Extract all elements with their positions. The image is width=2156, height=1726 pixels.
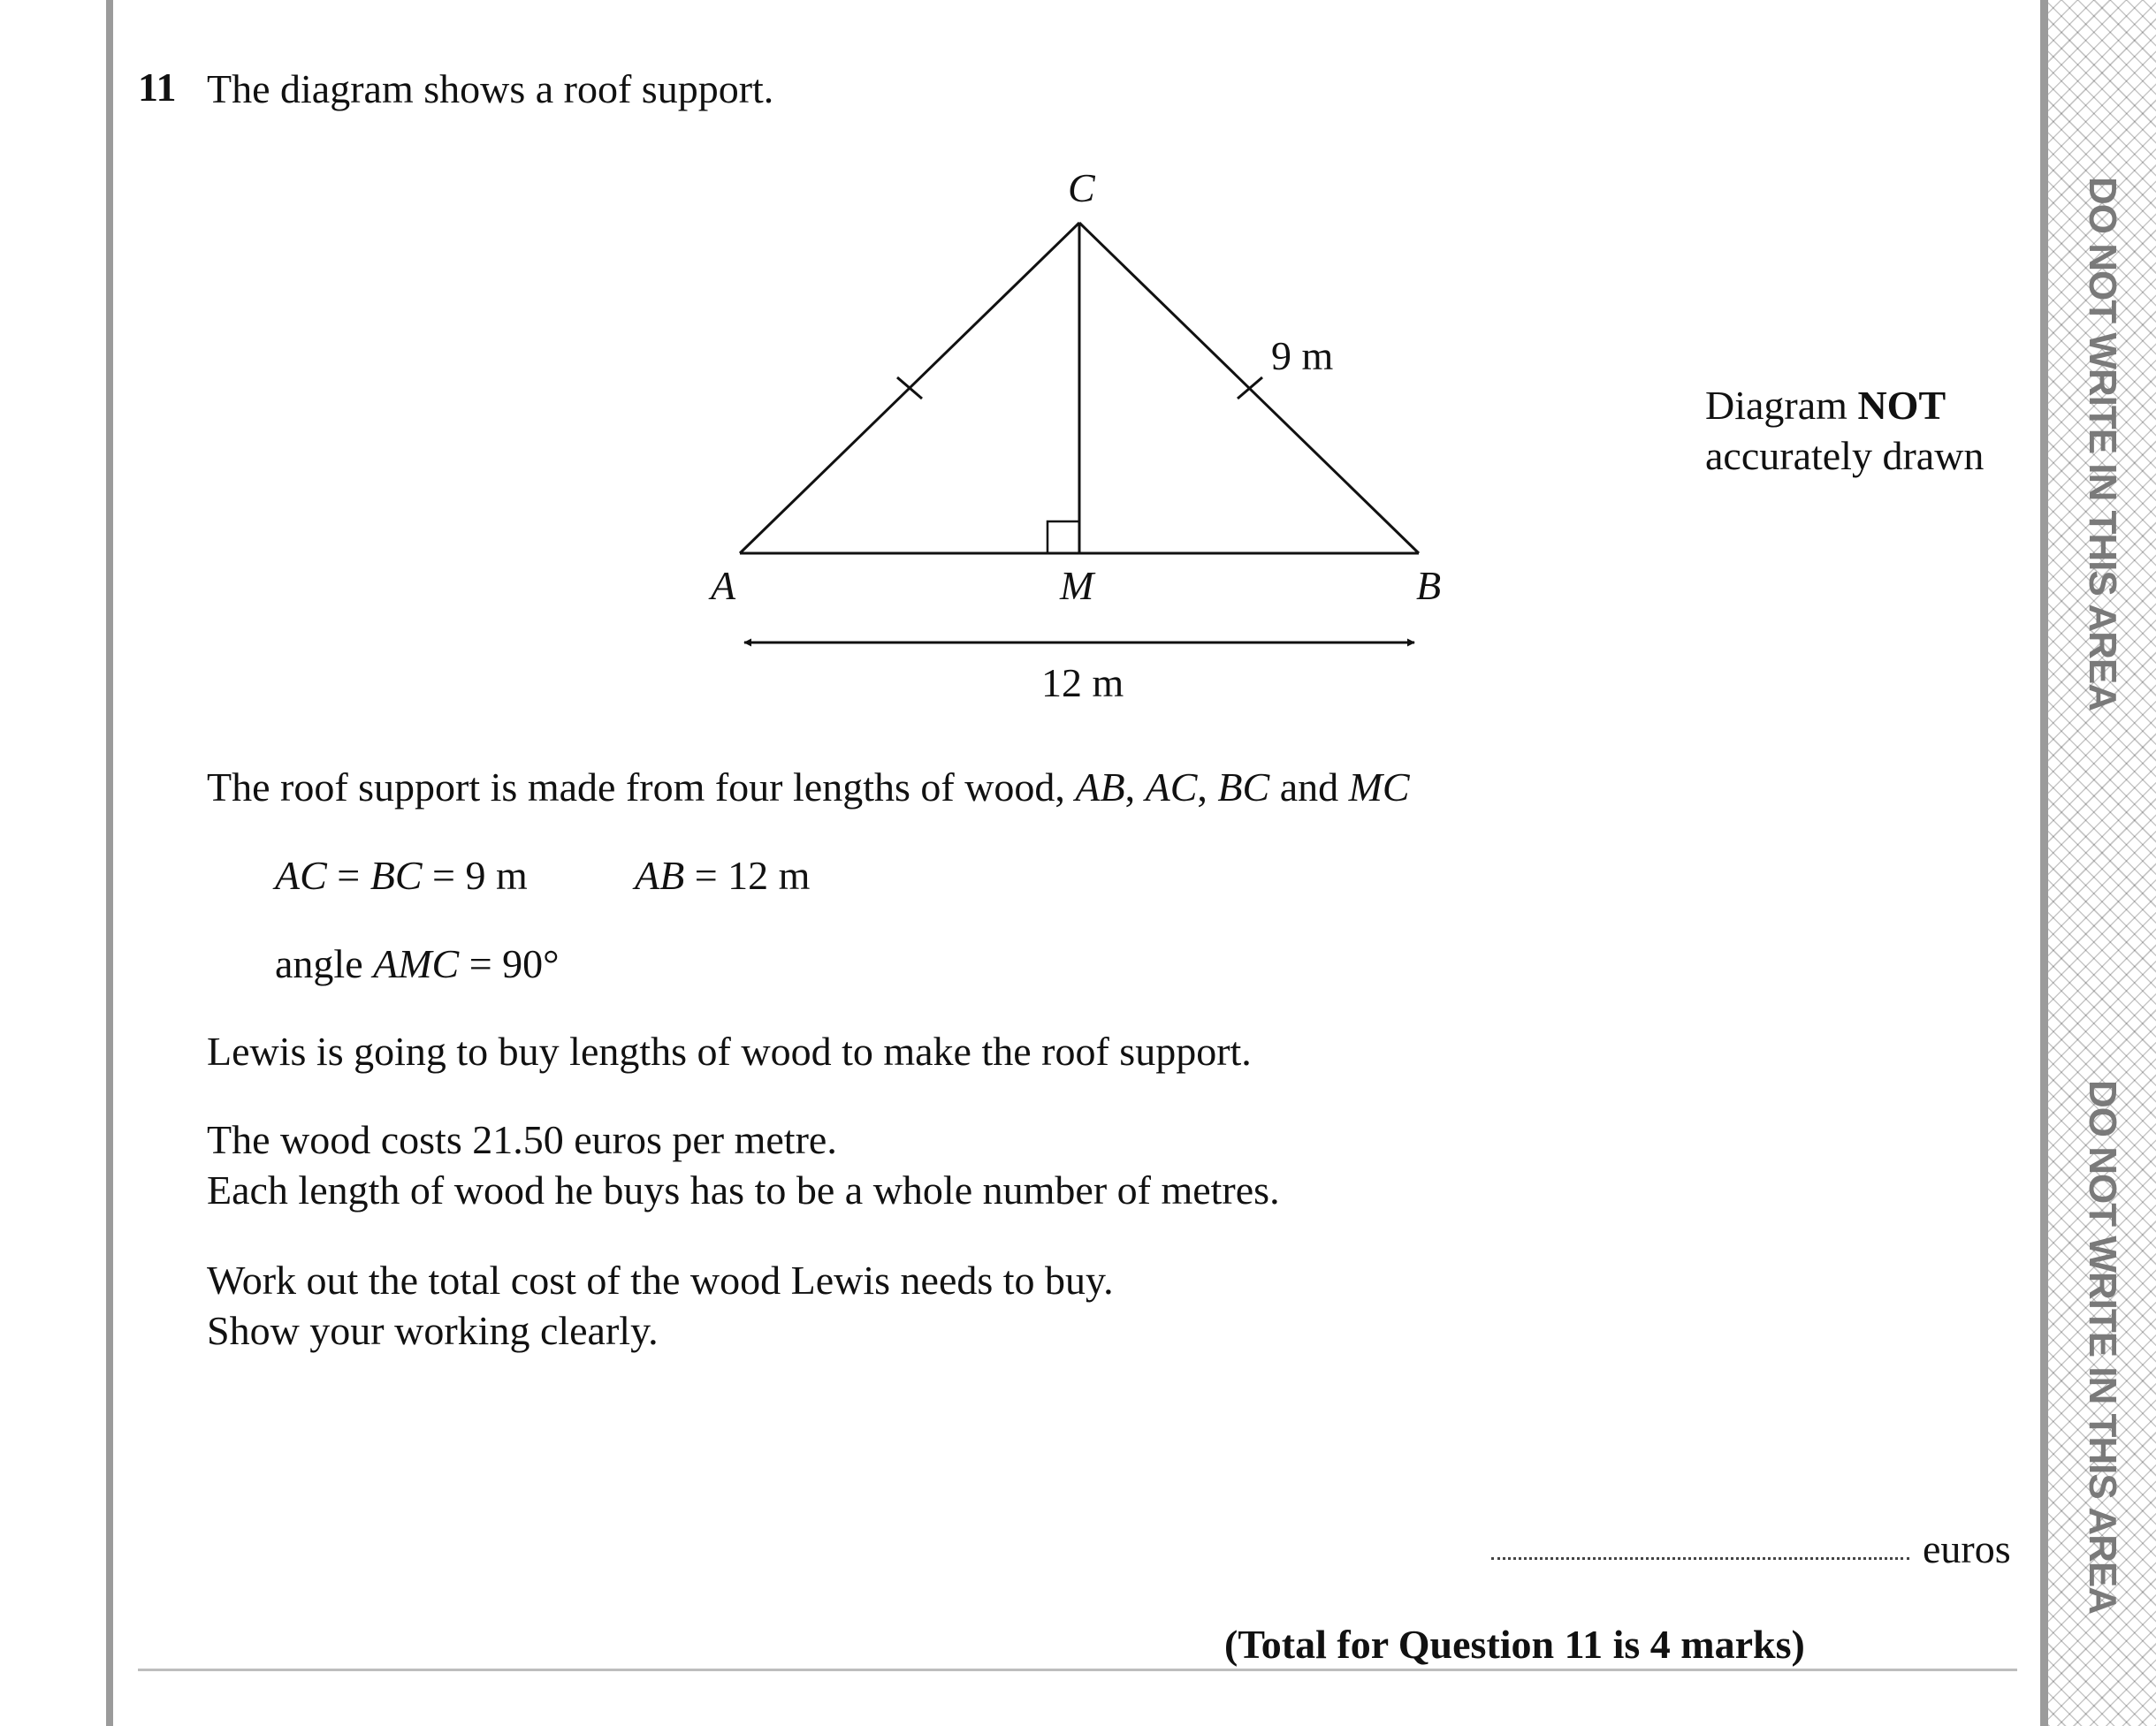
margin-warning: DO NOT WRITE IN THIS AREA: [2081, 1080, 2124, 1615]
question-total: (Total for Question 11 is 4 marks): [1224, 1622, 1805, 1667]
vertex-label-m: M: [1060, 563, 1094, 608]
length-label-ab: 12 m: [1041, 660, 1124, 705]
vertex-label-c: C: [1068, 165, 1095, 210]
vertex-label-a: A: [711, 563, 736, 608]
equation-angle: angle AMC = 90°: [275, 941, 560, 986]
divider: [138, 1669, 2017, 1671]
materials-sentence: The roof support is made from four lengths of wood, AB, AC, BC and MC: [207, 764, 1410, 810]
answer-unit: euros: [1923, 1526, 2011, 1571]
buy-sentence: Lewis is going to buy lengths of wood to make the roof support.: [207, 1029, 1252, 1074]
equation-ac-bc: AC = BC = 9 m: [275, 853, 528, 898]
cost-sentence: The wood costs 21.50 euros per metre.: [207, 1117, 837, 1162]
answer-line[interactable]: [1491, 1557, 1909, 1560]
roof-support-diagram: [0, 0, 2033, 725]
right-angle-marker: [1048, 521, 1079, 553]
question-intro: The diagram shows a roof support.: [207, 66, 774, 111]
vertex-label-b: B: [1416, 563, 1442, 608]
show-working-sentence: Show your working clearly.: [207, 1308, 659, 1353]
task-sentence: Work out the total cost of the wood Lewis needs to buy.: [207, 1258, 1114, 1303]
length-label-bc: 9 m: [1271, 333, 1334, 378]
margin-warning: DO NOT WRITE IN THIS AREA: [2081, 177, 2124, 711]
whole-metres-sentence: Each length of wood he buys has to be a whole number of metres.: [207, 1167, 1280, 1213]
equation-ab: AB = 12 m: [635, 853, 811, 898]
diagram-note: Diagram NOT accurately drawn: [1705, 383, 1985, 478]
page-border-right: [2040, 0, 2048, 1726]
question-number: 11: [138, 65, 177, 110]
